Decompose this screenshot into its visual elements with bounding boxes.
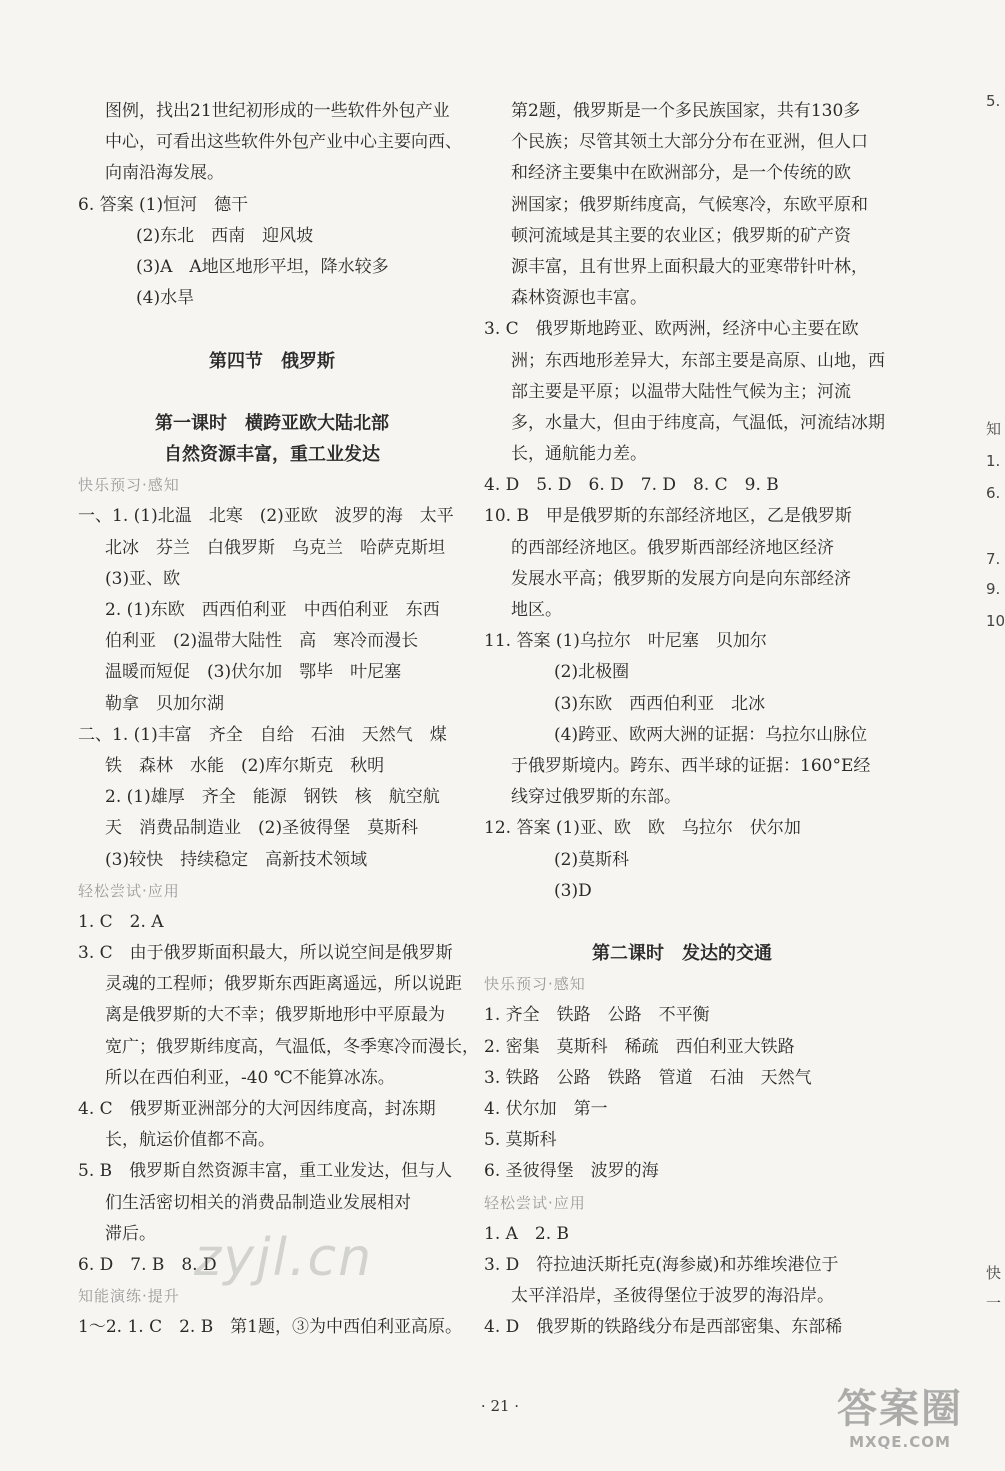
text-line: 6. 答案 (1)恒河 德干	[78, 194, 249, 215]
text-line: 的西部经济地区。俄罗斯西部经济地区经济	[511, 537, 834, 558]
text-line: 2. 密集 莫斯科 稀疏 西伯利亚大铁路	[484, 1036, 795, 1057]
text-line: 1. A 2. B	[484, 1223, 570, 1244]
text-line: 太平洋沿岸，圣彼得堡位于波罗的海沿岸。	[511, 1286, 834, 1307]
text-line: 向南沿海发展。	[105, 163, 224, 184]
text-line: 10. B 甲是俄罗斯的东部经济地区，乙是俄罗斯	[484, 506, 852, 527]
edge-glyph: 一	[986, 1294, 1002, 1312]
text-line: 二、1. (1)丰富 齐全 自给 石油 天然气 煤	[78, 724, 447, 745]
section-title: 第一课时 横跨亚欧大陆北部	[155, 412, 389, 434]
text-line: 北冰 芬兰 白俄罗斯 乌克兰 哈萨克斯坦	[105, 537, 445, 558]
text-line: 们生活密切相关的消费品制造业发展相对	[105, 1192, 411, 1213]
text-line: (2)北极圈	[554, 662, 630, 683]
text-line: 发展水平高；俄罗斯的发展方向是向东部经济	[511, 568, 851, 589]
text-line: 中心，可看出这些软件外包产业中心主要向西、	[105, 132, 462, 153]
edge-glyph: 1.	[986, 452, 1001, 470]
text-line: 长，通航能力差。	[511, 444, 647, 465]
text-line: (4)水旱	[136, 288, 195, 309]
text-line: 个民族；尽管其领土大部分分布在亚洲，但人口	[511, 132, 868, 153]
text-line	[78, 314, 466, 345]
text-line: 4. D 俄罗斯的铁路线分布是西部密集、东部稀	[484, 1317, 843, 1338]
subsection-label: 快乐预习·感知	[78, 476, 180, 495]
text-line: (3)亚、欧	[105, 568, 181, 589]
logo-url: MXQE.COM	[849, 1433, 951, 1451]
subsection-label: 知能演练·提升	[78, 1287, 180, 1306]
text-line: 所以在西伯利亚，-40 ℃不能算冰冻。	[105, 1067, 395, 1088]
logo-text: 答案圈	[837, 1386, 963, 1432]
text-line: 铁 森林 水能 (2)库尔斯克 秋明	[105, 755, 385, 776]
text-line: 2. (1)雄厚 齐全 能源 钢铁 核 航空航	[105, 787, 440, 808]
text-line: 4. D 5. D 6. D 7. D 8. C 9. B	[484, 475, 779, 496]
text-line: (3)较快 持续稳定 高新技术领域	[105, 849, 368, 870]
text-line: 于俄罗斯境内。跨东、西半球的证据：160°E经	[511, 755, 871, 776]
text-line: 和经济主要集中在欧洲部分，是一个传统的欧	[511, 163, 851, 184]
text-line: 11. 答案 (1)乌拉尔 叶尼塞 贝加尔	[484, 631, 767, 652]
section-title: 第四节 俄罗斯	[209, 350, 335, 372]
text-line: (4)跨亚、欧两大洲的证据：乌拉尔山脉位	[554, 724, 868, 745]
text-line: 3. C 俄罗斯地跨亚、欧两洲，经济中心主要在欧	[484, 319, 859, 340]
text-line	[78, 377, 466, 408]
edge-glyph: 知	[986, 420, 1002, 438]
text-line: 一、1. (1)北温 北寒 (2)亚欧 波罗的海 太平	[78, 506, 454, 527]
text-line: 5. B 俄罗斯自然资源丰富，重工业发达，但与人	[78, 1161, 453, 1182]
text-line: 5. 莫斯科	[484, 1130, 557, 1151]
text-line: (2)莫斯科	[554, 849, 630, 870]
section-title: 自然资源丰富，重工业发达	[164, 444, 380, 466]
text-line: 1～2. 1. C 2. B 第1题，③为中西伯利亚高原。	[78, 1317, 463, 1338]
text-line: 12. 答案 (1)亚、欧 欧 乌拉尔 伏尔加	[484, 818, 801, 839]
text-line: 2. (1)东欧 西西伯利亚 中西伯利亚 东西	[105, 600, 440, 620]
text-line: 伯利亚 (2)温带大陆性 高 寒冷而漫长	[105, 631, 419, 652]
text-line: 部主要是平原；以温带大陆性气候为主；河流	[511, 381, 851, 402]
text-line: 滞后。	[105, 1223, 156, 1244]
edge-glyph: 5.	[986, 92, 1001, 110]
text-line: 离是俄罗斯的大不幸；俄罗斯地形中平原最为	[105, 1005, 445, 1026]
edge-glyph: 9.	[986, 580, 1001, 598]
zyjl-watermark: zyjl.cn	[194, 1228, 374, 1288]
subsection-label: 轻松尝试·应用	[484, 1193, 586, 1212]
subsection-label: 快乐预习·感知	[484, 975, 586, 994]
text-line: 天 消费品制造业 (2)圣彼得堡 莫斯科	[105, 818, 419, 839]
page-number: · 21 ·	[480, 1397, 520, 1415]
text-line: 3. D 符拉迪沃斯托克(海参崴)和苏维埃港位于	[484, 1254, 839, 1275]
text-line: 6. 圣彼得堡 波罗的海	[484, 1161, 659, 1182]
edge-glyph: 10	[986, 612, 1005, 630]
section-title: 第二课时 发达的交通	[592, 943, 772, 965]
text-line: 勒拿 贝加尔湖	[105, 693, 224, 714]
text-line: 线穿过俄罗斯的东部。	[511, 787, 681, 808]
left-column	[78, 96, 479, 1344]
text-line: 地区。	[511, 600, 562, 620]
text-line: 源丰富，且有世界上面积最大的亚寒带针叶林，	[511, 256, 868, 277]
text-line: 顿河流域是其主要的农业区；俄罗斯的矿产资	[511, 225, 851, 246]
text-line: 3. 铁路 公路 铁路 管道 石油 天然气	[484, 1067, 812, 1088]
text-line: 多，水量大，但由于纬度高，气温低，河流结冰期	[511, 412, 885, 433]
text-line: 4. C 俄罗斯亚洲部分的大河因纬度高，封冻期	[78, 1099, 436, 1119]
text-line: 1. 齐全 铁路 公路 不平衡	[484, 1005, 710, 1026]
text-line: 宽广；俄罗斯纬度高，气温低，冬季寒冷而漫长，	[105, 1036, 479, 1057]
text-line: 第2题，俄罗斯是一个多民族国家，共有130多	[511, 101, 861, 121]
text-line: (3)D	[554, 880, 592, 901]
text-line: (3)A A地区地形平坦，降水较多	[136, 256, 389, 277]
edge-glyph: 7.	[986, 550, 1001, 568]
text-line: (2)东北 西南 迎风坡	[136, 225, 314, 246]
text-line: 温暖而短促 (3)伏尔加 鄂毕 叶尼塞	[105, 662, 402, 683]
mxqe-logo-watermark	[820, 1385, 980, 1463]
text-line: 灵魂的工程师；俄罗斯东西距离遥远，所以说距	[105, 974, 462, 995]
text-line: 6. D 7. B 8. D	[78, 1254, 217, 1275]
edge-glyph: 6.	[986, 484, 1001, 502]
subsection-label: 轻松尝试·应用	[78, 881, 180, 900]
right-column	[484, 96, 885, 1344]
text-line: 洲；东西地形差异大，东部主要是高原、山地，西	[511, 350, 885, 371]
text-line: (3)东欧 西西伯利亚 北冰	[554, 693, 766, 714]
text-line: 洲国家；俄罗斯纬度高，气候寒冷，东欧平原和	[511, 194, 868, 215]
text-line: 图例，找出21世纪初形成的一些软件外包产业	[105, 101, 450, 121]
text-line: 长，航运价值都不高。	[105, 1130, 275, 1151]
text-line: 森林资源也丰富。	[511, 288, 647, 309]
text-line: 4. 伏尔加 第一	[484, 1099, 608, 1119]
edge-glyph: 快	[986, 1264, 1002, 1282]
text-line: 1. C 2. A	[78, 911, 164, 932]
text-line	[484, 907, 880, 938]
text-line: 3. C 由于俄罗斯面积最大，所以说空间是俄罗斯	[78, 943, 453, 964]
